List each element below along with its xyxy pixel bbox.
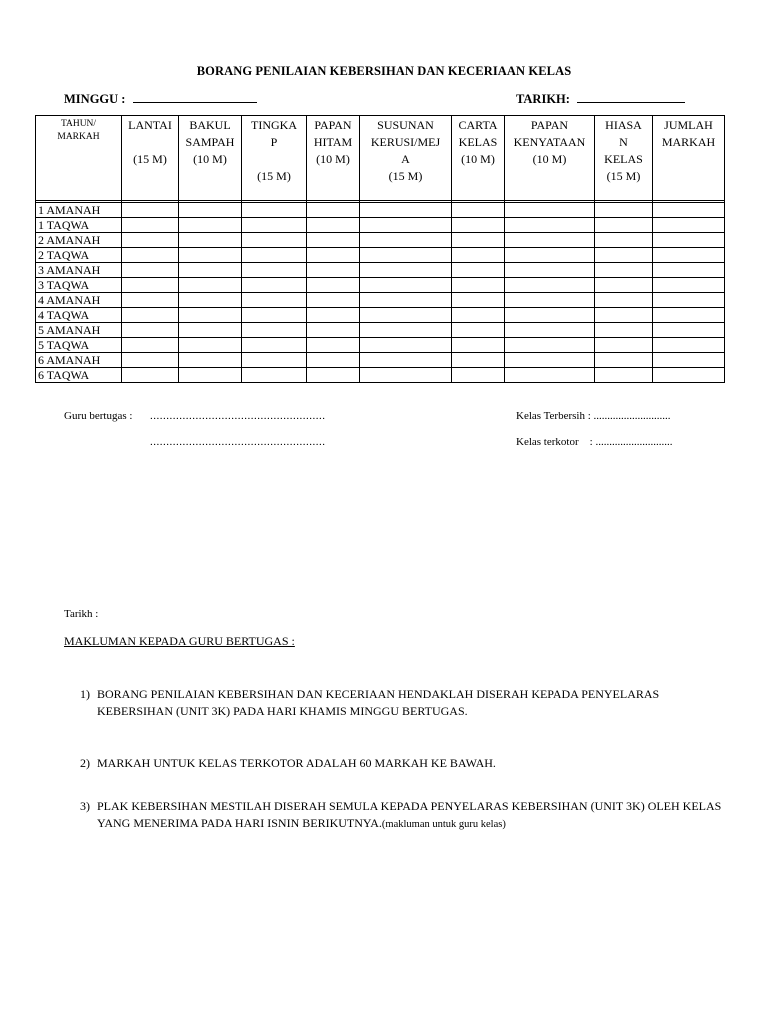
score-cell[interactable] xyxy=(179,353,242,368)
score-cell[interactable] xyxy=(122,233,179,248)
class-name-cell: 5 AMANAH xyxy=(36,323,122,338)
score-cell[interactable] xyxy=(242,308,307,323)
score-cell[interactable] xyxy=(595,353,653,368)
score-cell[interactable] xyxy=(505,278,595,293)
score-cell[interactable] xyxy=(242,278,307,293)
score-cell[interactable] xyxy=(360,233,452,248)
guru-bertugas-label: Guru bertugas : xyxy=(64,410,133,422)
score-cell[interactable] xyxy=(505,218,595,233)
score-cell[interactable] xyxy=(360,323,452,338)
score-cell[interactable] xyxy=(179,248,242,263)
kelas-terbersih-field xyxy=(516,410,671,422)
tarikh-label: TARIKH: xyxy=(516,92,570,106)
guru-signature-line-2: ...................................................... xyxy=(150,436,326,448)
score-cell[interactable] xyxy=(505,263,595,278)
score-cell[interactable] xyxy=(360,218,452,233)
note-number: 3) xyxy=(80,799,90,813)
score-cell[interactable] xyxy=(452,353,505,368)
score-cell[interactable] xyxy=(505,248,595,263)
score-cell[interactable] xyxy=(242,293,307,308)
score-cell[interactable] xyxy=(595,218,653,233)
kelas-terkotor-dots: ............................ xyxy=(595,436,673,448)
column-header: CARTA KELAS (10 M) xyxy=(452,116,505,201)
score-cell[interactable] xyxy=(307,323,360,338)
score-cell[interactable] xyxy=(179,278,242,293)
table-row xyxy=(36,353,725,368)
class-name-cell: 1 TAQWA xyxy=(36,218,122,233)
score-cell[interactable] xyxy=(505,368,595,383)
score-cell[interactable] xyxy=(595,293,653,308)
score-cell[interactable] xyxy=(122,368,179,383)
score-cell[interactable] xyxy=(360,368,452,383)
score-cell[interactable] xyxy=(505,308,595,323)
kelas-terkotor-field xyxy=(516,436,672,448)
score-cell[interactable] xyxy=(452,218,505,233)
score-cell[interactable] xyxy=(653,353,725,368)
score-cell[interactable] xyxy=(452,263,505,278)
table-row xyxy=(36,263,725,278)
score-cell[interactable] xyxy=(653,263,725,278)
table-row xyxy=(36,338,725,353)
note-number: 2) xyxy=(80,756,90,770)
score-cell[interactable] xyxy=(242,323,307,338)
table-row xyxy=(36,218,725,233)
score-cell[interactable] xyxy=(242,338,307,353)
score-cell[interactable] xyxy=(307,308,360,323)
score-cell[interactable] xyxy=(179,203,242,218)
score-cell[interactable] xyxy=(595,308,653,323)
score-cell[interactable] xyxy=(595,203,653,218)
score-cell[interactable] xyxy=(452,248,505,263)
score-cell[interactable] xyxy=(505,338,595,353)
class-name-cell: 5 TAQWA xyxy=(36,338,122,353)
score-cell[interactable] xyxy=(505,293,595,308)
note-number: 1) xyxy=(80,687,90,701)
score-cell[interactable] xyxy=(653,233,725,248)
score-cell[interactable] xyxy=(653,308,725,323)
note-small-text: (makluman untuk guru kelas) xyxy=(381,819,506,830)
column-header: PAPAN HITAM (10 M) xyxy=(307,116,360,201)
column-header: HIASA N KELAS (15 M) xyxy=(595,116,653,201)
score-cell[interactable] xyxy=(595,233,653,248)
class-name-cell: 3 TAQWA xyxy=(36,278,122,293)
score-cell[interactable] xyxy=(179,263,242,278)
score-cell[interactable] xyxy=(307,338,360,353)
score-cell[interactable] xyxy=(179,368,242,383)
form-title: BORANG PENILAIAN KEBERSIHAN DAN KECERIAAN KELAS xyxy=(196,64,572,78)
class-name-cell: 4 TAQWA xyxy=(36,308,122,323)
score-cell[interactable] xyxy=(360,338,452,353)
table-row xyxy=(36,368,725,383)
score-cell[interactable] xyxy=(179,323,242,338)
score-cell[interactable] xyxy=(360,278,452,293)
score-cell[interactable] xyxy=(452,338,505,353)
note-text: BORANG PENILAIAN KEBERSIHAN DAN KECERIAAN HENDAKLAH DISERAH KEPADA PENYELARAS KEBERSIHAN (UNIT 3K) PADA HARI KHAMIS MINGGU BERTUGAS. xyxy=(97,687,660,718)
minggu-field xyxy=(64,91,257,107)
score-cell[interactable] xyxy=(242,233,307,248)
score-cell[interactable] xyxy=(307,293,360,308)
score-cell[interactable] xyxy=(179,233,242,248)
score-cell[interactable] xyxy=(653,293,725,308)
column-header: SUSUNAN KERUSI/MEJ A (15 M) xyxy=(360,116,452,201)
column-header: TAHUN/ MARKAH xyxy=(36,116,122,201)
score-cell[interactable] xyxy=(653,323,725,338)
score-cell[interactable] xyxy=(122,338,179,353)
score-cell[interactable] xyxy=(360,203,452,218)
score-cell[interactable] xyxy=(360,353,452,368)
score-cell[interactable] xyxy=(505,203,595,218)
score-cell[interactable] xyxy=(307,368,360,383)
score-cell[interactable] xyxy=(307,203,360,218)
class-name-cell: 2 AMANAH xyxy=(36,233,122,248)
score-cell[interactable] xyxy=(242,248,307,263)
column-header: BAKUL SAMPAH (10 M) xyxy=(179,116,242,201)
score-cell[interactable] xyxy=(653,203,725,218)
note-text: MARKAH UNTUK KELAS TERKOTOR ADALAH 60 MARKAH KE BAWAH. xyxy=(97,756,496,770)
class-name-cell: 6 TAQWA xyxy=(36,368,122,383)
score-cell[interactable] xyxy=(360,293,452,308)
score-cell[interactable] xyxy=(595,368,653,383)
score-cell[interactable] xyxy=(179,293,242,308)
score-cell[interactable] xyxy=(242,218,307,233)
score-cell[interactable] xyxy=(179,308,242,323)
score-cell[interactable] xyxy=(242,353,307,368)
score-cell[interactable] xyxy=(307,248,360,263)
score-cell[interactable] xyxy=(452,293,505,308)
score-cell[interactable] xyxy=(452,278,505,293)
score-cell[interactable] xyxy=(452,323,505,338)
kelas-terkotor-label: Kelas terkotor : xyxy=(516,436,593,448)
class-name-cell: 3 AMANAH xyxy=(36,263,122,278)
score-cell[interactable] xyxy=(505,323,595,338)
table-row xyxy=(36,323,725,338)
score-cell[interactable] xyxy=(653,278,725,293)
table-row xyxy=(36,308,725,323)
score-cell[interactable] xyxy=(595,323,653,338)
score-cell[interactable] xyxy=(505,233,595,248)
kelas-terbersih-dots: ............................ xyxy=(593,410,671,422)
score-cell[interactable] xyxy=(307,278,360,293)
guru-signature-line-1: ...................................................... xyxy=(150,410,326,422)
score-cell[interactable] xyxy=(307,353,360,368)
column-header: TINGKA P (15 M) xyxy=(242,116,307,201)
score-cell[interactable] xyxy=(653,338,725,353)
class-name-cell: 2 TAQWA xyxy=(36,248,122,263)
makluman-heading: MAKLUMAN KEPADA GURU BERTUGAS : xyxy=(64,634,295,648)
minggu-label: MINGGU : xyxy=(64,92,126,106)
score-cell[interactable] xyxy=(242,368,307,383)
score-cell[interactable] xyxy=(360,263,452,278)
score-cell[interactable] xyxy=(505,353,595,368)
table-row xyxy=(36,248,725,263)
score-cell[interactable] xyxy=(653,368,725,383)
assessment-table xyxy=(35,115,725,383)
score-cell[interactable] xyxy=(122,278,179,293)
score-cell[interactable] xyxy=(595,248,653,263)
score-cell[interactable] xyxy=(653,218,725,233)
class-name-cell: 1 AMANAH xyxy=(36,203,122,218)
score-cell[interactable] xyxy=(595,263,653,278)
score-cell[interactable] xyxy=(452,203,505,218)
table-row xyxy=(36,278,725,293)
score-cell[interactable] xyxy=(242,263,307,278)
score-cell[interactable] xyxy=(122,308,179,323)
score-cell[interactable] xyxy=(360,308,452,323)
score-cell[interactable] xyxy=(595,278,653,293)
score-cell[interactable] xyxy=(179,218,242,233)
score-cell[interactable] xyxy=(452,308,505,323)
score-cell[interactable] xyxy=(452,233,505,248)
score-cell[interactable] xyxy=(595,338,653,353)
score-cell[interactable] xyxy=(122,293,179,308)
table-row xyxy=(36,293,725,308)
kelas-terbersih-label: Kelas Terbersih : xyxy=(516,410,591,422)
score-cell[interactable] xyxy=(242,203,307,218)
score-cell[interactable] xyxy=(122,203,179,218)
minggu-blank-line xyxy=(133,91,257,103)
tarikh-bottom-label: Tarikh : xyxy=(64,608,99,620)
score-cell[interactable] xyxy=(122,263,179,278)
score-cell[interactable] xyxy=(360,248,452,263)
score-cell[interactable] xyxy=(122,218,179,233)
tarikh-blank-line xyxy=(577,91,685,103)
class-name-cell: 6 AMANAH xyxy=(36,353,122,368)
score-cell[interactable] xyxy=(179,338,242,353)
header-row xyxy=(36,116,725,201)
score-cell[interactable] xyxy=(653,248,725,263)
table-row xyxy=(36,233,725,248)
score-cell[interactable] xyxy=(122,248,179,263)
column-header: LANTAI (15 M) xyxy=(122,116,179,201)
score-cell[interactable] xyxy=(122,353,179,368)
table-row xyxy=(36,203,725,218)
note-text: PLAK KEBERSIHAN MESTILAH DISERAH SEMULA KEPADA PENYELARAS KEBERSIHAN (UNIT 3K) OLEH KELAS YANG MENERIMA PADA HARI ISNIN BERIKUTNYA.(makluman untuk guru kelas) xyxy=(97,799,722,830)
column-header: JUMLAH MARKAH xyxy=(653,116,725,201)
tarikh-field xyxy=(516,91,685,107)
score-cell[interactable] xyxy=(307,263,360,278)
score-cell[interactable] xyxy=(452,368,505,383)
score-cell[interactable] xyxy=(122,323,179,338)
score-cell[interactable] xyxy=(307,233,360,248)
column-header: PAPAN KENYATAAN (10 M) xyxy=(505,116,595,201)
class-name-cell: 4 AMANAH xyxy=(36,293,122,308)
score-cell[interactable] xyxy=(307,218,360,233)
